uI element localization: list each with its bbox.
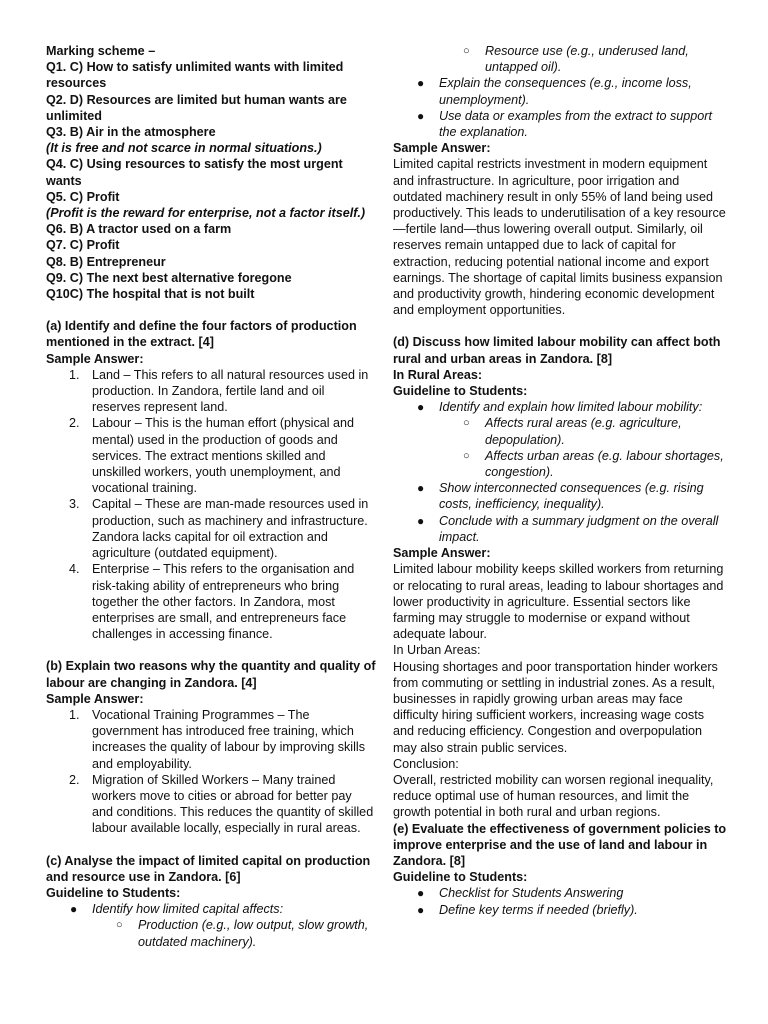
- list-text: Production (e.g., low output, slow growth, outdated machinery).: [138, 918, 369, 949]
- bullet-icon: ●: [417, 481, 425, 496]
- list-text: Migration of Skilled Workers – Many trained workers move to cities or abroad for better pay and conditions. This reduces the quantity of skilled labour available locally, especially in rural areas.: [92, 772, 374, 836]
- list-item: [393, 108, 728, 140]
- section-c-heading: (c) Analyse the impact of limited capital on production and resource use in Zandora. [6]: [46, 853, 371, 884]
- list-text: Explain the consequences (e.g., income loss, unemployment).: [439, 76, 692, 107]
- section-a-heading: (a) Identify and define the four factors of production mentioned in the extract. [4]: [46, 319, 357, 350]
- section-a-list: [46, 367, 376, 642]
- list-text: Checklist for Students Answering: [439, 886, 624, 901]
- section-d-sample-urban: Housing shortages and poor transportation hinder workers from commuting or settling in industrial zones. As a result, businesses in rapidly growing urban areas may face difficulty hiring sufficient workers, increasing wage costs and reducing efficiency. Congestion and overpopulation may also strain public services.: [393, 659, 718, 755]
- list-text: Enterprise – This refers to the organisation and risk-taking ability of entrepreneurs who bring together the other factors. In Zandora, most enterprises are small, and entrepreneurs face challenges in accessing finance.: [92, 562, 355, 642]
- answer-q3-note: (It is free and not scarce in normal situations.): [46, 141, 322, 156]
- section-d-sample-label: Sample Answer:: [393, 546, 491, 561]
- section-d-conclusion: Overall, restricted mobility can worsen regional inequality, reduce optimal use of human resources, and limit the growth potential in both rural and urban regions.: [393, 772, 714, 820]
- bullet-icon: ●: [417, 902, 425, 917]
- list-text: Capital – These are man-made resources used in production, such as machinery and infrastructure. Zandora lacks capital for oil extraction and agriculture (outdated equipment).: [92, 497, 369, 561]
- answer-q2: Q2. D) Resources are limited but human wants are unlimited: [46, 92, 347, 123]
- list-item: [46, 496, 376, 561]
- list-text: Use data or examples from the extract to support the explanation.: [439, 108, 712, 140]
- answer-q5-note: (Profit is the reward for enterprise, not a factor itself.): [46, 206, 366, 221]
- section-d-rural-label: In Rural Areas:: [393, 367, 483, 382]
- list-item: [46, 917, 376, 949]
- section-c-guideline-continued: [393, 43, 728, 140]
- list-text: Affects urban areas (e.g. labour shortages, congestion).: [485, 448, 724, 480]
- left-column: [46, 43, 376, 950]
- section-a-sample-label: Sample Answer:: [46, 351, 144, 366]
- list-number: 1.: [69, 707, 80, 722]
- hollow-bullet-icon: ○: [463, 45, 470, 57]
- list-item: [46, 707, 376, 772]
- bullet-icon: ●: [417, 513, 425, 528]
- section-c-sample-answer: Limited capital restricts investment in modern equipment and infrastructure. In agriculture, poor irrigation and outdated machinery result in only 55% of land being used productively. This leads to underutilisation of a key resource—fertile land—thus lowering overall output. Similarly, oil reserves remain untapped due to lack of capital for extraction, reducing potential national income and export earnings. The shortage of capital limits business expansion and productivity growth, hindering economic development and employment opportunities.: [393, 157, 726, 318]
- section-d-urban-label: In Urban Areas:: [393, 643, 481, 658]
- list-item: [393, 448, 728, 480]
- list-item: [393, 480, 728, 512]
- list-text: Identify and explain how limited labour mobility:: [439, 400, 703, 415]
- answer-q5: Q5. C) Profit: [46, 189, 120, 204]
- answer-q9: Q9. C) The next best alternative foregone: [46, 270, 292, 285]
- section-d-sample-rural: Limited labour mobility keeps skilled workers from returning or relocating to rural areas, leading to labour shortages and lower productivity in agriculture. Essential sectors like farming may struggle to modernise or expand without adequate labour.: [393, 562, 724, 642]
- list-text: Resource use (e.g., underused land, untapped oil).: [485, 44, 689, 75]
- hollow-bullet-icon: ○: [463, 417, 470, 430]
- hollow-bullet-icon: ○: [463, 449, 470, 462]
- section-b-heading: (b) Explain two reasons why the quantity and quality of labour are changing in Zandora. [4]: [46, 659, 376, 690]
- bullet-icon: ●: [70, 902, 78, 917]
- bullet-icon: ●: [417, 400, 425, 415]
- answer-q4: Q4. C) Using resources to satisfy the most urgent wants: [46, 157, 343, 188]
- list-item: [393, 399, 728, 415]
- marking-scheme-title: Marking scheme –: [46, 44, 156, 58]
- list-item: [393, 885, 728, 901]
- answer-q7: Q7. C) Profit: [46, 238, 120, 253]
- list-number: 3.: [69, 497, 80, 512]
- answer-q8: Q8. B) Entrepreneur: [46, 254, 166, 269]
- section-d-heading: (d) Discuss how limited labour mobility can affect both rural and urban areas in Zandora. [8]: [393, 335, 721, 366]
- list-text: Vocational Training Programmes – The government has introduced free training, which increases the quality of labour by improving skills and employability.: [92, 707, 365, 771]
- section-d-conclusion-label: Conclusion:: [393, 756, 459, 771]
- list-text: Labour – This is the human effort (physical and mental) used in the production of goods and services. The extract mentions skilled and unskilled workers, youth unemployment, and vocational training.: [92, 416, 355, 496]
- list-text: Define key terms if needed (briefly).: [439, 902, 638, 917]
- list-text: Land – This refers to all natural resources used in production. In Zandora, fertile land and oil reserves represent land.: [92, 367, 369, 415]
- section-e-heading: (e) Evaluate the effectiveness of government policies to improve enterprise and the use of land and labour in Zandora. [8]: [393, 821, 727, 868]
- list-number: 2.: [69, 416, 80, 431]
- list-item: [46, 901, 376, 917]
- list-text: Conclude with a summary judgment on the overall impact.: [439, 513, 719, 544]
- section-b-list: [46, 707, 376, 837]
- list-number: 4.: [69, 562, 80, 577]
- bullet-icon: ●: [417, 108, 425, 123]
- hollow-bullet-icon: ○: [116, 919, 123, 932]
- section-d-guideline-list: [393, 399, 728, 545]
- list-item: [46, 772, 376, 837]
- section-c-guideline-label: Guideline to Students:: [46, 885, 181, 900]
- bullet-icon: ●: [417, 76, 425, 91]
- list-item: [393, 43, 728, 75]
- list-number: 2.: [69, 772, 80, 787]
- list-item: [46, 415, 376, 496]
- section-d-guideline-label: Guideline to Students:: [393, 384, 528, 399]
- section-b-sample-label: Sample Answer:: [46, 691, 144, 706]
- list-text: Identify how limited capital affects:: [92, 902, 284, 917]
- section-c-guideline-list: [46, 901, 376, 950]
- bullet-icon: ●: [417, 886, 425, 901]
- list-item: [46, 561, 376, 642]
- list-item: [393, 902, 728, 918]
- section-e-guideline-label: Guideline to Students:: [393, 870, 528, 885]
- answer-q3: Q3. B) Air in the atmosphere: [46, 125, 216, 140]
- answer-q6: Q6. B) A tractor used on a farm: [46, 222, 232, 237]
- answer-q10: Q10C) The hospital that is not built: [46, 287, 255, 302]
- list-item: [46, 367, 376, 416]
- section-e-guideline-list: [393, 885, 728, 917]
- answer-q1: Q1. C) How to satisfy unlimited wants with limited resources: [46, 60, 344, 91]
- list-item: [393, 513, 728, 545]
- section-c-sample-label: Sample Answer:: [393, 141, 491, 156]
- list-text: Show interconnected consequences (e.g. rising costs, inefficiency, inequality).: [439, 481, 704, 512]
- list-number: 1.: [69, 367, 80, 382]
- list-item: [393, 415, 728, 447]
- right-column: [393, 43, 728, 918]
- list-item: [393, 75, 728, 107]
- list-text: Affects rural areas (e.g. agriculture, depopulation).: [485, 416, 682, 447]
